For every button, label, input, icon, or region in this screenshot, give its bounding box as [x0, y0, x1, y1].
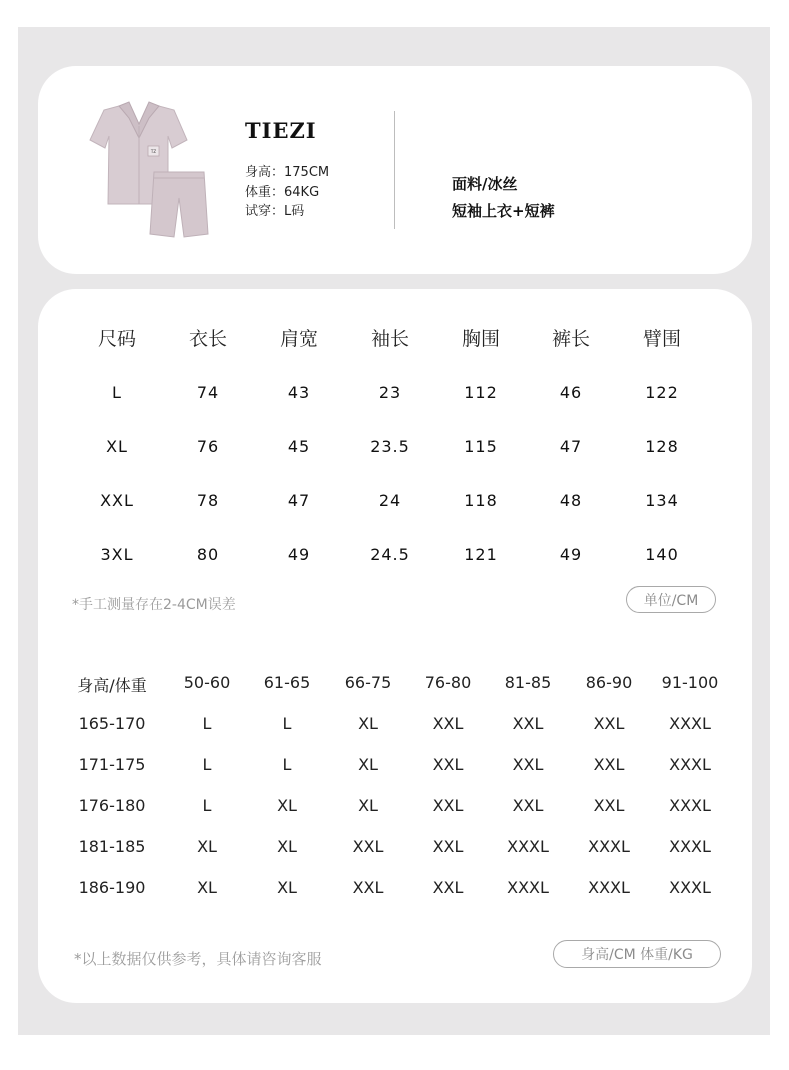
recommend-cell: XXL — [512, 714, 544, 733]
size-cell: 49 — [559, 545, 583, 564]
size-cell: 128 — [645, 437, 679, 456]
recommend-cell: XL — [277, 796, 297, 815]
size-cell: 45 — [287, 437, 311, 456]
recommend-cell: XXXL — [669, 755, 711, 774]
fabric-info — [452, 171, 555, 225]
recommend-cell: XXXL — [507, 837, 549, 856]
recommend-cell: XXL — [512, 796, 544, 815]
recommend-cell: 176-180 — [78, 796, 146, 815]
recommend-cell: XXXL — [669, 878, 711, 897]
recommend-cell: XL — [197, 878, 217, 897]
recommend-cell: XXXL — [669, 837, 711, 856]
recommend-cell: XXL — [512, 755, 544, 774]
size-header: 胸围 — [461, 328, 501, 350]
size-cell: 23 — [378, 383, 402, 402]
size-cell: 24.5 — [370, 545, 410, 564]
recommend-header: 76-80 — [424, 673, 472, 692]
size-header: 臂围 — [642, 328, 682, 350]
recommend-cell: XXXL — [669, 796, 711, 815]
recommend-cell: XXXL — [507, 878, 549, 897]
unit-badge: 身高/CM 体重/KG — [553, 940, 721, 968]
reference-note: *以上数据仅供参考，具体请咨询客服 — [74, 950, 322, 968]
recommend-cell: L — [202, 796, 212, 815]
size-cell: 78 — [196, 491, 220, 510]
recommend-cell: XXXL — [588, 837, 630, 856]
size-cell: XL — [106, 437, 128, 456]
recommend-cell: XXXL — [669, 714, 711, 733]
garment-type: 短袖上衣+短裤 — [452, 202, 555, 220]
recommend-cell: XXL — [432, 755, 464, 774]
size-cell: 121 — [464, 545, 498, 564]
recommend-cell: 165-170 — [78, 714, 146, 733]
recommend-cell: XL — [358, 796, 378, 815]
size-cell: 122 — [645, 383, 679, 402]
recommend-cell: L — [282, 714, 292, 733]
recommend-cell: 186-190 — [78, 878, 146, 897]
recommend-cell: XXXL — [588, 878, 630, 897]
recommend-cell: XXL — [432, 878, 464, 897]
recommend-cell: XL — [358, 714, 378, 733]
recommend-cell: XXL — [593, 755, 625, 774]
fabric-material: 面料/冰丝 — [452, 175, 518, 193]
recommend-header: 66-75 — [344, 673, 392, 692]
recommend-header: 身高/体重 — [77, 676, 147, 695]
size-cell: 134 — [645, 491, 679, 510]
recommend-header: 50-60 — [183, 673, 231, 692]
recommend-cell: L — [282, 755, 292, 774]
recommend-header: 91-100 — [661, 673, 719, 692]
recommend-cell: XXL — [432, 714, 464, 733]
size-cell: 46 — [559, 383, 583, 402]
recommend-cell: XL — [277, 878, 297, 897]
size-cell: L — [112, 383, 122, 402]
recommend-cell: XXL — [352, 878, 384, 897]
recommend-header: 86-90 — [585, 673, 633, 692]
size-cell: 47 — [287, 491, 311, 510]
size-cell: 24 — [378, 491, 402, 510]
recommend-cell: L — [202, 755, 212, 774]
recommend-cell: XXL — [432, 796, 464, 815]
size-cell: 47 — [559, 437, 583, 456]
recommend-header: 61-65 — [263, 673, 311, 692]
size-cell: 140 — [645, 545, 679, 564]
size-cell: 76 — [196, 437, 220, 456]
size-cell: 118 — [464, 491, 498, 510]
brand-name: TIEZI — [245, 118, 317, 143]
model-height: 身高：175CM — [245, 165, 330, 180]
size-header: 衣长 — [188, 328, 228, 350]
size-header: 肩宽 — [279, 328, 319, 350]
pajama-set-icon — [86, 96, 211, 241]
size-cell: 74 — [196, 383, 220, 402]
model-specs — [245, 163, 329, 222]
recommend-cell: XXL — [593, 714, 625, 733]
recommend-cell: XXL — [432, 837, 464, 856]
size-cell: 80 — [196, 545, 220, 564]
recommend-cell: 181-185 — [78, 837, 146, 856]
recommend-cell: 171-175 — [78, 755, 146, 774]
size-header: 尺码 — [97, 328, 137, 350]
size-cell: 23.5 — [370, 437, 410, 456]
size-cell: 3XL — [100, 545, 134, 564]
measurement-note: *手工测量存在2-4CM误差 — [72, 597, 236, 613]
size-cell: 112 — [464, 383, 498, 402]
recommend-cell: XXL — [593, 796, 625, 815]
size-cell: XXL — [100, 491, 134, 510]
recommend-cell: XXL — [352, 837, 384, 856]
svg-text:TZ: TZ — [150, 149, 157, 154]
recommend-cell: XL — [197, 837, 217, 856]
size-header: 袖长 — [370, 328, 410, 350]
size-cell: 49 — [287, 545, 311, 564]
model-weight: 体重：64KG — [245, 184, 320, 200]
size-cell: 115 — [464, 437, 498, 456]
recommend-header: 81-85 — [504, 673, 552, 692]
recommend-cell: XL — [358, 755, 378, 774]
recommend-cell: L — [202, 714, 212, 733]
recommend-cell: XL — [277, 837, 297, 856]
unit-badge: 单位/CM — [626, 586, 716, 613]
divider — [394, 111, 395, 229]
size-cell: 48 — [559, 491, 583, 510]
model-fit-size: 试穿：L码 — [245, 204, 305, 219]
size-header: 裤长 — [551, 328, 591, 350]
size-cell: 43 — [287, 383, 311, 402]
